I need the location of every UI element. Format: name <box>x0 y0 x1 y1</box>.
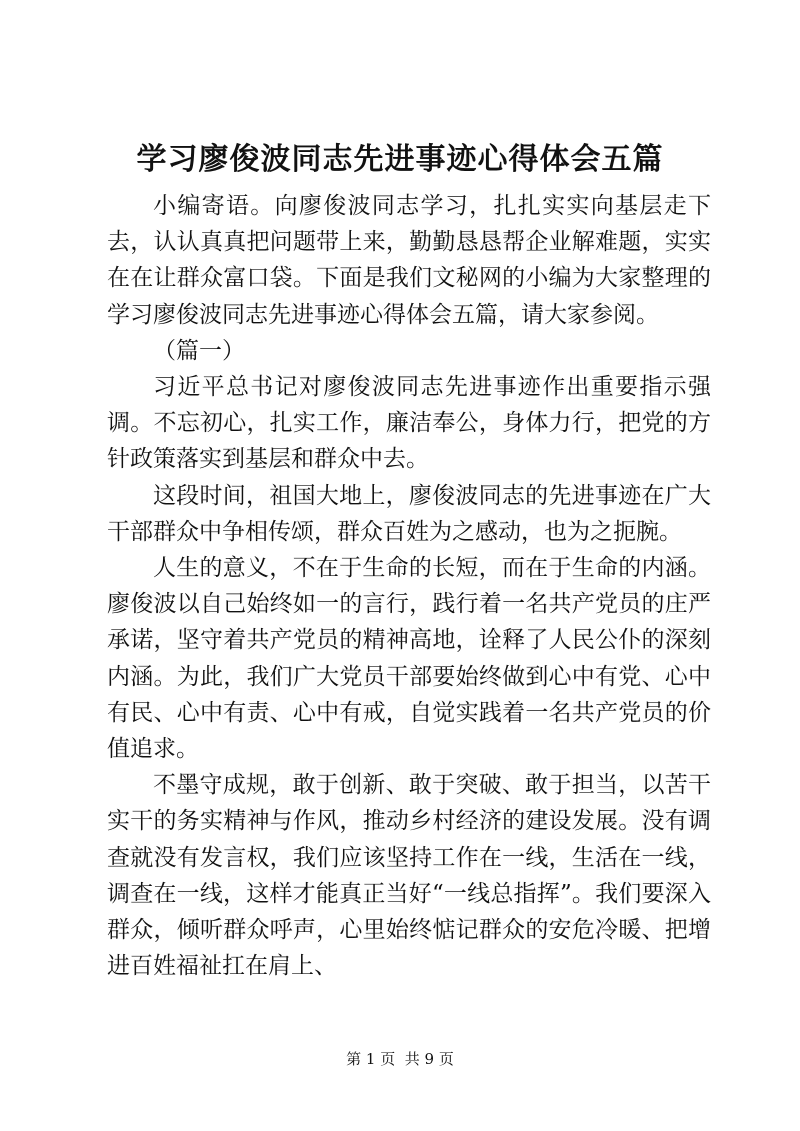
intro-paragraph: 小编寄语。向廖俊波同志学习，扎扎实实向基层走下去，认认真真把问题带上来，勤勤恳恳帮企业解难题，实实在在让群众富口袋。下面是我们文秘网的小编为大家整理的学习廖俊波同志先进事迹心得体会五篇，请大家参阅。 <box>107 193 711 328</box>
body-paragraph: 习近平总书记对廖俊波同志先进事迹作出重要指示强调。不忘初心，扎实工作，廉洁奉公，身体力行，把党的方针政策落实到基层和群众中去。 <box>107 374 711 473</box>
section-heading: （篇一） <box>153 337 245 364</box>
document-body <box>107 188 711 984</box>
page-number: 第 1 页 共 9 页 <box>346 1050 454 1068</box>
page-footer <box>0 1048 800 1070</box>
document-title: 学习廖俊波同志先进事迹心得体会五篇 <box>136 142 664 177</box>
body-paragraph: 这段时间，祖国大地上，廖俊波同志的先进事迹在广大干部群众中争相传颂，群众百姓为之感动，也为之扼腕。 <box>107 482 711 545</box>
body-paragraph: 人生的意义，不在于生命的长短，而在于生命的内涵。廖俊波以自己始终如一的言行，践行着一名共产党员的庄严承诺，坚守着共产党员的精神高地，诠释了人民公仆的深刻内涵。为此，我们广大党员干部要始终做到心中有党、心中有民、心中有责、心中有戒，自觉实践着一名共产党员的价值追求。 <box>107 555 711 763</box>
body-paragraph: 不墨守成规，敢于创新、敢于突破、敢于担当，以苦干实干的务实精神与作风，推动乡村经济的建设发展。没有调查就没有发言权，我们应该坚持工作在一线，生活在一线，调查在一线，这样才能真正当好“一线总指挥”。我们要深入群众，倾听群众呼声，心里始终惦记群众的安危冷暖、把增进百姓福祉扛在肩上、 <box>107 772 711 980</box>
